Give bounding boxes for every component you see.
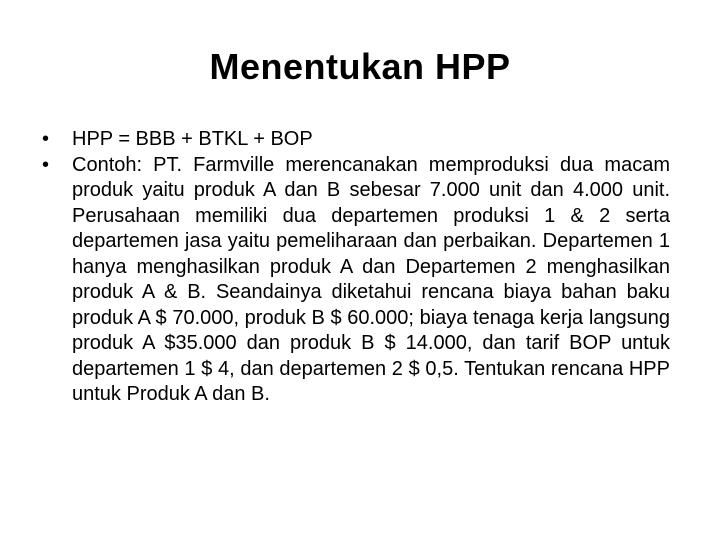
bullet-item-example bbox=[40, 153, 670, 408]
bullet-icon: • bbox=[42, 153, 50, 176]
bullet-text-formula: HPP = BBB + BTKL + BOP bbox=[72, 128, 313, 150]
bullet-list bbox=[40, 127, 670, 408]
bullet-text-example: Contoh: PT. Farmville merencanakan memproduksi dua macam produk yaitu produk A dan B sebesar 7.000 unit dan 4.000 unit. Perusahaan memiliki dua departemen produksi 1 & 2 serta departemen jasa yaitu pemeliharaan dan perbaikan. Departemen 1 hanya menghasilkan produk A dan Departemen 2 menghasilkan produk A & B. Seandainya diketahui rencana biaya bahan baku produk A $ 70.000, produk B $ 60.000; biaya tenaga kerja langsung produk A $35.000 dan produk B $ 14.000, dan tarif BOP untuk departemen 1 $ 4, dan departemen 2 $ 0,5. Tentukan rencana HPP untuk Produk A dan B. bbox=[72, 153, 670, 405]
slide-title: Menentukan HPP bbox=[209, 46, 511, 87]
bullet-item-formula bbox=[40, 127, 670, 153]
bullet-icon: • bbox=[42, 128, 50, 150]
